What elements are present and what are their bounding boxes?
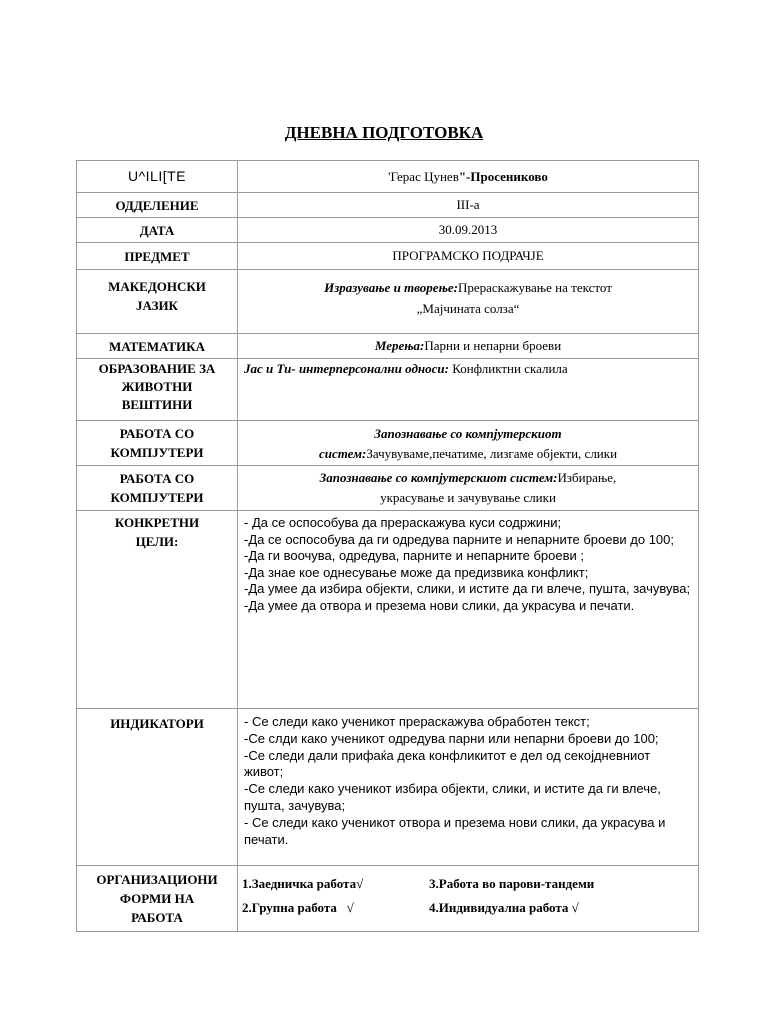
org-forms-value: [238, 866, 699, 932]
row-computers-1: [77, 421, 699, 466]
row-goals: [77, 511, 699, 709]
row-computers-2: [77, 466, 699, 511]
life-skills-label-line2: ЖИВОТНИ: [121, 379, 193, 394]
life-skills-value: [238, 359, 699, 421]
row-grade: [77, 193, 699, 218]
date-value: 30.09.2013: [238, 218, 699, 243]
goal-item: - Да се оспособува да прераскажува куси содржини;: [244, 515, 562, 530]
goal-item: -Да знае кое однесување може да предизвика конфликт;: [244, 564, 589, 580]
row-subject: [77, 243, 699, 270]
grade-value: III-а: [238, 193, 699, 218]
computers2-value: [238, 466, 699, 511]
indicators-label: ИНДИКАТОРИ: [77, 709, 238, 866]
indicator-item: - Се следи како ученикот прераскажува обработен текст;: [244, 714, 590, 729]
goals-label: [77, 511, 238, 709]
org-forms-label-line3: РАБОТА: [131, 910, 183, 925]
computers2-label: [77, 466, 238, 511]
computers2-lesson: Избирање,: [557, 470, 617, 485]
goal-item: -Да се оспособува да ги одредува парните и непарните броеви до 100;: [244, 531, 674, 547]
goals-label-line1: КОНКРЕТНИ: [114, 515, 200, 530]
computers2-lesson-line2: украсување и зачувување слики: [380, 490, 556, 505]
goals-label-line2: ЦЕЛИ:: [135, 534, 179, 549]
life-skills-lesson: Конфликтни скалила: [448, 361, 568, 376]
row-school: [77, 161, 699, 193]
computers2-label-line2: КОМПЈУТЕРИ: [110, 490, 204, 505]
indicator-item: - Се следи како ученикот отвора и презема нови слики, да украсува и печати.: [244, 814, 666, 847]
math-topic: Мерења:: [374, 338, 425, 353]
school-quote: ': [388, 168, 391, 184]
indicator-item: -Се слди како ученикот одредува парни или непарни броеви до 100;: [244, 730, 659, 746]
grade-label: ОДДЕЛЕНИЕ: [77, 193, 238, 218]
macedonian-topic: Изразување и творење:: [324, 280, 458, 295]
org-forms-line2: [242, 896, 694, 920]
row-math: [77, 334, 699, 359]
macedonian-label-line2: ЈАЗИК: [136, 298, 178, 313]
goal-item: -Да умее да избира објекти, слики, и истите да ги влече, пушта, зачувува;: [244, 581, 691, 596]
row-date: [77, 218, 699, 243]
org-forms-label-line2: ФОРМИ НА: [119, 891, 195, 906]
org-forms-line1: [242, 872, 694, 896]
school-name: Герас Цунев: [390, 168, 459, 184]
computers1-topic-cont: систем:: [318, 446, 367, 461]
goals-value: [238, 511, 699, 709]
life-skills-label-line1: ОБРАЗОВАНИЕ ЗА: [98, 361, 216, 376]
org-form-item: 4.Индивидуална работа √: [429, 900, 579, 915]
subject-label: ПРЕДМЕТ: [77, 243, 238, 270]
macedonian-label-line1: МАКЕДОНСКИ: [108, 279, 206, 294]
row-life-skills: [77, 359, 699, 421]
document-title: ДНЕВНА ПОДГОТОВКА: [284, 123, 484, 142]
computers1-label-line1: РАБОТА СО: [119, 426, 195, 441]
life-skills-label-line3: ВЕШТИНИ: [121, 397, 193, 412]
indicator-item: -Се следи дали прифаќа дека конфликитот е дел од секојдневниот живот;: [244, 747, 651, 780]
computers1-topic: Запознавање со компјутерскиот: [374, 426, 562, 441]
macedonian-lesson-line2: „Мајчината солза“: [416, 301, 520, 316]
org-form-item: 2.Групна работа √: [242, 900, 354, 915]
math-lesson: Парни и непарни броеви: [424, 338, 562, 353]
row-org-forms: [77, 866, 699, 932]
macedonian-value: [238, 270, 699, 334]
indicator-item: -Се следи како ученикот избира објекти, слики, и истите да ги влече, пушта, зачувува;: [244, 781, 661, 813]
computers1-label: [77, 421, 238, 466]
math-value: [238, 334, 699, 359]
macedonian-label: [77, 270, 238, 334]
goal-item: -Да умее да отвора и презема нови слики, да украсува и печати.: [244, 597, 635, 613]
goal-item: -Да ги воочува, одредува, парните и непарните броеви ;: [244, 548, 585, 563]
life-skills-topic: Јас и Ти- интерперсонални односи:: [244, 361, 449, 376]
subject-value: ПРОГРАМСКО ПОДРАЧЈЕ: [238, 243, 699, 270]
org-forms-label-line1: ОРГАНИЗАЦИОНИ: [96, 872, 218, 887]
computers1-label-line2: КОМПЈУТЕРИ: [110, 445, 204, 460]
school-rest: "-Просениково: [458, 168, 548, 184]
computers2-label-line1: РАБОТА СО: [119, 471, 195, 486]
school-value: [238, 161, 699, 193]
macedonian-lesson: Прераскажување на текстот: [457, 280, 612, 295]
row-indicators: [77, 709, 699, 866]
org-form-item: 1.Заедничка работа√: [242, 876, 364, 891]
math-label: МАТЕМАТИКА: [77, 334, 238, 359]
computers2-topic: Запознавање со компјутерскиот систем:: [319, 470, 558, 485]
indicators-value: [238, 709, 699, 866]
computers1-lesson: Зачувуваме,печатиме, лизгаме објекти, слики: [366, 446, 618, 461]
row-macedonian: [77, 270, 699, 334]
org-forms-label: [77, 866, 238, 932]
computers1-value: [238, 421, 699, 466]
org-form-item: 3.Работа во парови-тандеми: [429, 876, 595, 891]
life-skills-label: [77, 359, 238, 421]
lesson-plan-table: [76, 160, 699, 932]
date-label: ДАТА: [77, 218, 238, 243]
school-label: U^ILI[TE: [77, 161, 238, 193]
